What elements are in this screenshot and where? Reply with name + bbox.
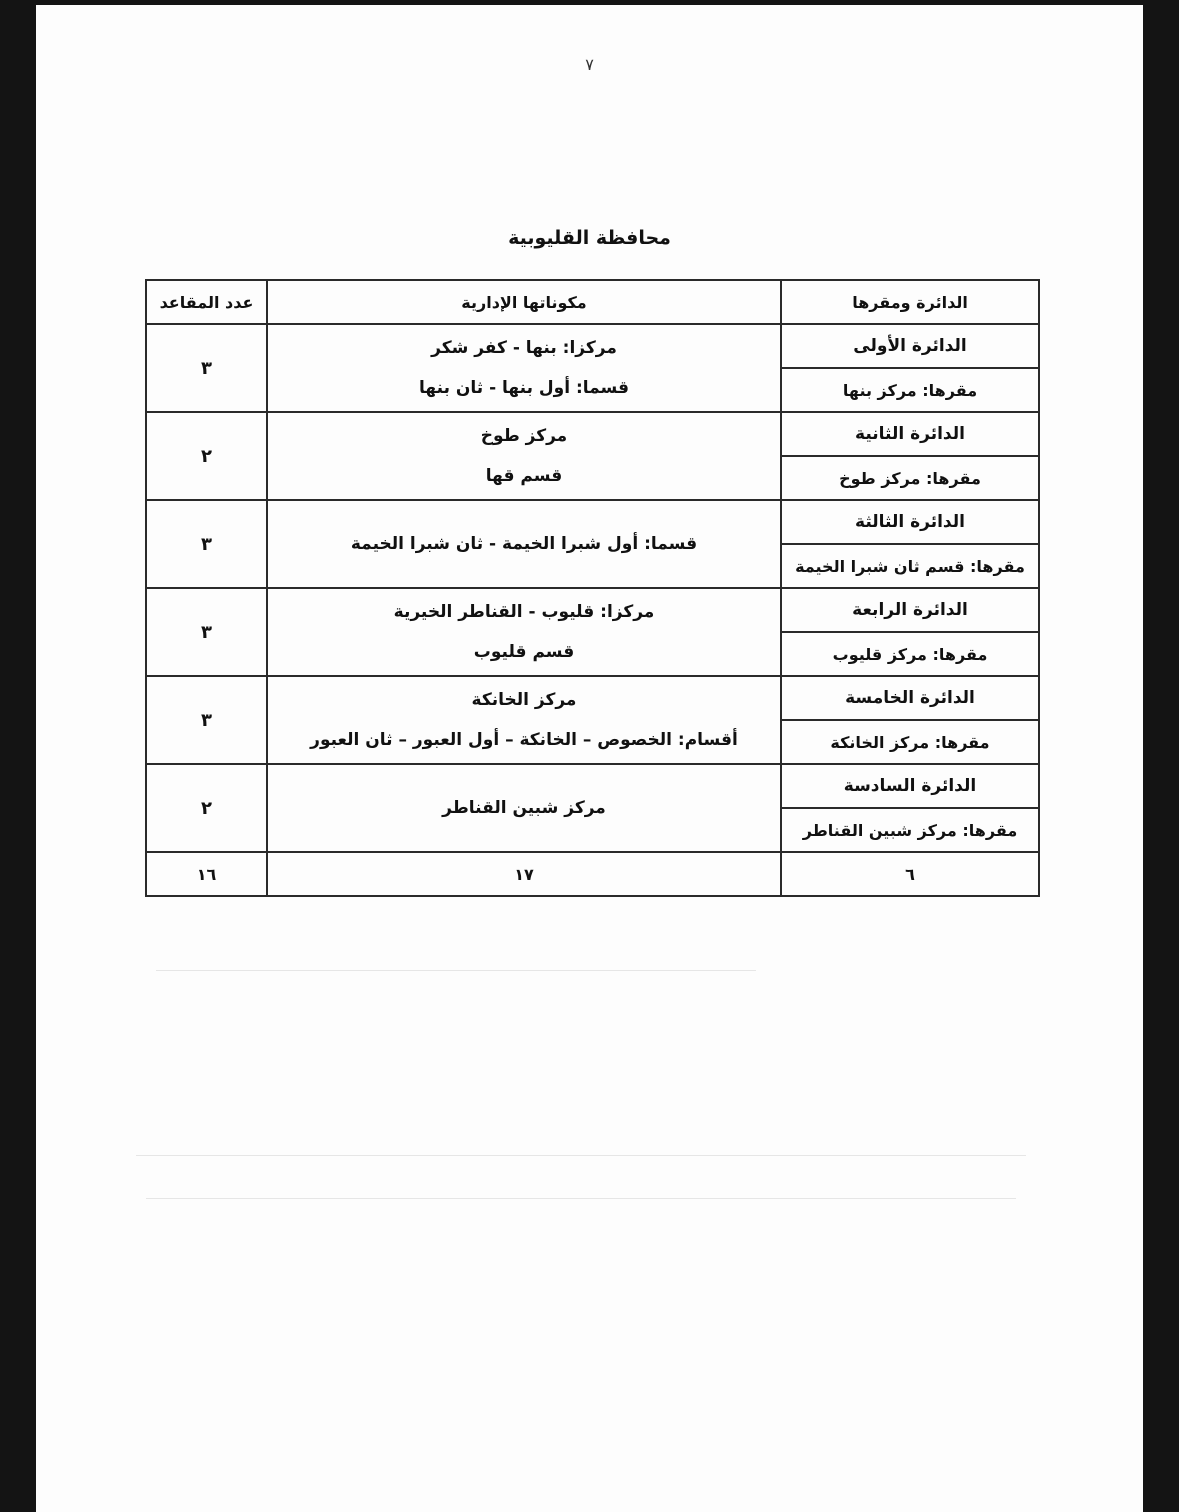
district-components (267, 412, 781, 500)
districts-table (145, 279, 1040, 897)
page-number: ٧ (585, 55, 594, 74)
component-line: قسم قها (485, 466, 563, 486)
document-page (36, 5, 1143, 1512)
seat-count: ٣ (146, 588, 267, 676)
seat-count: ٣ (146, 324, 267, 412)
component-line: قسم قليوب (473, 642, 575, 662)
component-line: مركز شبين القناطر (442, 798, 606, 818)
table-row (146, 588, 1039, 632)
page-title: محافظة القليوبية (508, 227, 671, 249)
scan-artifact-line (136, 1155, 1026, 1156)
district-seat: مقرها: مركز الخانكة (781, 720, 1039, 764)
scan-artifact-line (156, 970, 756, 971)
district-name: الدائرة الثالثة (781, 500, 1039, 544)
seat-count: ٣ (146, 500, 267, 588)
seat-count: ٢ (146, 412, 267, 500)
component-line: مركزا: قليوب - القناطر الخيرية (393, 602, 655, 622)
total-components: ١٧ (267, 852, 781, 896)
district-name: الدائرة الثانية (781, 412, 1039, 456)
table-row (146, 500, 1039, 544)
total-seats: ١٦ (146, 852, 267, 896)
seat-count: ٢ (146, 764, 267, 852)
district-name: الدائرة الخامسة (781, 676, 1039, 720)
totals-row (146, 852, 1039, 896)
header-district: الدائرة ومقرها (781, 280, 1039, 324)
component-line: قسما: أول شبرا الخيمة - ثان شبرا الخيمة (350, 534, 698, 554)
table-row (146, 764, 1039, 808)
table-row (146, 676, 1039, 720)
table-header-row (146, 280, 1039, 324)
district-components (267, 588, 781, 676)
district-seat: مقرها: مركز شبين القناطر (781, 808, 1039, 852)
district-seat: مقرها: مركز قليوب (781, 632, 1039, 676)
district-seat: مقرها: قسم ثان شبرا الخيمة (781, 544, 1039, 588)
district-components (267, 324, 781, 412)
component-line: مركز طوخ (480, 426, 568, 446)
district-seat: مقرها: مركز طوخ (781, 456, 1039, 500)
component-line: مركزا: بنها - كفر شكر (431, 338, 617, 358)
district-components (267, 676, 781, 764)
district-components (267, 764, 781, 852)
component-line: قسما: أول بنها - ثان بنها (419, 378, 629, 398)
component-line: مركز الخانكة (471, 690, 577, 710)
table-row (146, 324, 1039, 368)
header-components: مكوناتها الإدارية (267, 280, 781, 324)
component-line: أقسام: الخصوص – الخانكة – أول العبور – ثان العبور (310, 730, 738, 750)
district-name: الدائرة الأولى (781, 324, 1039, 368)
district-components (267, 500, 781, 588)
seat-count: ٣ (146, 676, 267, 764)
header-seats: عدد المقاعد (146, 280, 267, 324)
district-name: الدائرة الرابعة (781, 588, 1039, 632)
scan-artifact-line (146, 1198, 1016, 1199)
district-seat: مقرها: مركز بنها (781, 368, 1039, 412)
total-districts: ٦ (781, 852, 1039, 896)
table-row (146, 412, 1039, 456)
district-name: الدائرة السادسة (781, 764, 1039, 808)
